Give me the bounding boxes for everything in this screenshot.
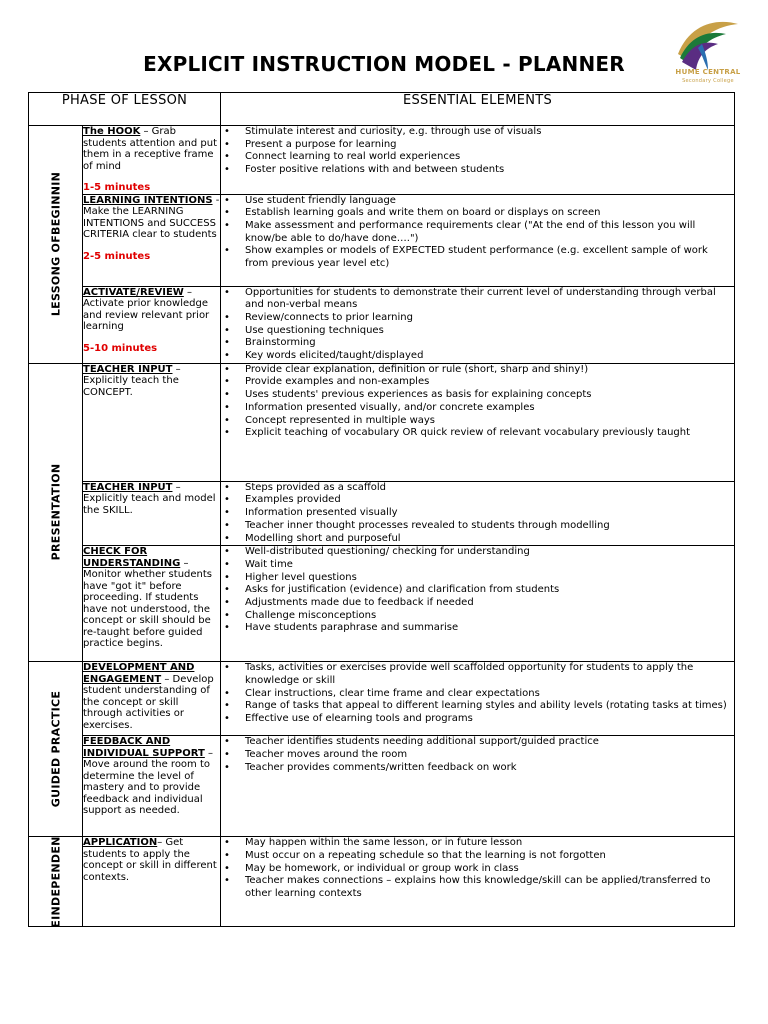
list-item: • May be homework, or individual or group work in class: [221, 863, 734, 876]
list-item: • Provide clear explanation, definition or rule (short, sharp and shiny!): [221, 364, 734, 377]
table-row: [29, 194, 735, 286]
list-item: • Teacher identifies students needing additional support/guided practice: [221, 736, 734, 749]
phase-cell: [83, 837, 221, 927]
list-item: • Opportunities for students to demonstrate their current level of understanding through verbal and non-verbal means: [221, 287, 734, 312]
elements-list: [221, 287, 734, 363]
list-item: • Examples provided: [221, 494, 734, 507]
elements-cell: [221, 736, 735, 837]
list-item: • Information presented visually: [221, 507, 734, 520]
table-row: [29, 286, 735, 363]
list-item: • Higher level questions: [221, 572, 734, 585]
table-row: [29, 481, 735, 546]
list-item: • Modelling short and purposeful: [221, 533, 734, 546]
list-item: • Adjustments made due to feedback if needed: [221, 597, 734, 610]
header-row: [29, 93, 735, 126]
list-item: • Teacher moves around the room: [221, 749, 734, 762]
list-item: • Foster positive relations with and between students: [221, 164, 734, 177]
list-item: • Asks for justification (evidence) and clarification from students: [221, 584, 734, 597]
planner-table: [28, 92, 735, 927]
elements-cell: [221, 363, 735, 481]
elements-list: [221, 364, 734, 440]
section-presentation: [29, 363, 83, 662]
list-item: • Uses students' previous experiences as basis for explaining concepts: [221, 389, 734, 402]
elements-list: [221, 482, 734, 546]
list-item: • May happen within the same lesson, or in future lesson: [221, 837, 734, 850]
list-item: • Key words elicited/taught/displayed: [221, 350, 734, 363]
elements-list: [221, 126, 734, 177]
phase-description: – Move around the room to determine the level of mastery and to provide feedback and individual support as needed.: [83, 747, 214, 817]
list-item: • Well-distributed questioning/ checking for understanding: [221, 546, 734, 559]
list-item: • Use questioning techniques: [221, 325, 734, 338]
list-item: • Effective use of elearning tools and programs: [221, 713, 734, 726]
list-item: • Brainstorming: [221, 337, 734, 350]
list-item: • Challenge misconceptions: [221, 610, 734, 623]
table-row: [29, 736, 735, 837]
table-row: [29, 126, 735, 195]
phase-name: TEACHER INPUT: [83, 363, 173, 375]
phase-cell: [83, 736, 221, 837]
elements-list: [221, 546, 734, 635]
list-item: • Steps provided as a scaffold: [221, 482, 734, 495]
logo-text: HUME CENTRAL: [675, 68, 741, 76]
phase-name: TEACHER INPUT: [83, 481, 173, 493]
phase-time: 1-5 minutes: [83, 182, 151, 193]
section-label: LESSONG OFBEGINNIN: [49, 172, 62, 317]
list-item: • Tasks, activities or exercises provide well scaffolded opportunity for students to apply the knowledge or skill: [221, 662, 734, 687]
elements-list: [221, 662, 734, 726]
phase-header: PHASE OF LESSON: [29, 93, 221, 126]
phase-name: LEARNING INTENTIONS: [83, 194, 213, 206]
list-item: • Make assessment and performance requirements clear ("At the end of this lesson you will know/be able to do/have done…."): [221, 220, 734, 245]
phase-name: The HOOK: [83, 126, 141, 137]
elements-cell: [221, 286, 735, 363]
list-item: • Connect learning to real world experiences: [221, 151, 734, 164]
list-item: • Have students paraphrase and summarise: [221, 622, 734, 635]
table-row: [29, 837, 735, 927]
phase-cell: [83, 363, 221, 481]
phase-cell: [83, 126, 221, 195]
elements-cell: [221, 546, 735, 662]
phase-description: – Explicitly teach the CONCEPT.: [83, 363, 181, 398]
elements-list: [221, 837, 734, 901]
list-item: • Stimulate interest and curiosity, e.g. through use of visuals: [221, 126, 734, 139]
section-label: EINDEPENDEN: [49, 836, 62, 928]
phase-cell: [83, 546, 221, 662]
section-independent: [29, 837, 83, 927]
section-label: PRESENTATION: [49, 464, 62, 561]
phase-cell: [83, 662, 221, 736]
phase-description: – Get students to apply the concept or skill in different contexts.: [83, 837, 217, 883]
elements-cell: [221, 481, 735, 546]
phase-name: ACTIVATE/REVIEW: [83, 286, 184, 298]
phase-time: 5-10 minutes: [83, 342, 158, 354]
phase-cell: [83, 481, 221, 546]
section-beginning: [29, 126, 83, 364]
phase-description: – Monitor whether students have "got it" before proceeding. If students have not understood, the concept or skill should be re-taught before guided practice begins.: [83, 557, 212, 650]
list-item: • Clear instructions, clear time frame and clear expectations: [221, 688, 734, 701]
list-item: • Concept represented in multiple ways: [221, 415, 734, 428]
phase-name: CHECK FOR UNDERSTANDING: [83, 546, 181, 569]
phase-name: FEEDBACK AND INDIVIDUAL SUPPORT: [83, 736, 205, 759]
phase-description: – Explicitly teach and model the SKILL.: [83, 481, 216, 516]
list-item: • Information presented visually, and/or concrete examples: [221, 402, 734, 415]
list-item: • Explicit teaching of vocabulary OR quick review of relevant vocabulary previously taught: [221, 427, 734, 440]
elements-cell: [221, 194, 735, 286]
phase-description: - Make the LEARNING INTENTIONS and SUCCESS CRITERIA clear to students: [83, 194, 220, 240]
table-row: [29, 662, 735, 736]
page-title: EXPLICIT INSTRUCTION MODEL - PLANNER: [143, 52, 625, 76]
phase-description: – Activate prior knowledge and review relevant prior learning: [83, 286, 210, 332]
school-logo-icon: [668, 14, 748, 88]
phase-name: APPLICATION: [83, 837, 158, 849]
list-item: • Present a purpose for learning: [221, 139, 734, 152]
phase-description: – Develop student understanding of the concept or skill through activities or exercises.: [83, 673, 214, 731]
phase-cell: [83, 194, 221, 286]
logo-subtext: Secondary College: [682, 78, 734, 84]
section-label: GUIDED PRACTICE: [49, 691, 62, 808]
list-item: • Provide examples and non-examples: [221, 376, 734, 389]
phase-name: DEVELOPMENT AND ENGAGEMENT: [83, 662, 195, 685]
list-item: • Wait time: [221, 559, 734, 572]
list-item: • Show examples or models of EXPECTED student performance (e.g. excellent sample of work from previous year level etc): [221, 245, 734, 270]
elements-cell: [221, 837, 735, 927]
list-item: • Range of tasks that appeal to different learning styles and ability levels (rotating tasks at times): [221, 700, 734, 713]
list-item: • Teacher inner thought processes revealed to students through modelling: [221, 520, 734, 533]
list-item: • Must occur on a repeating schedule so that the learning is not forgotten: [221, 850, 734, 863]
elements-cell: [221, 126, 735, 195]
list-item: • Use student friendly language: [221, 195, 734, 208]
phase-cell: [83, 286, 221, 363]
elements-cell: [221, 662, 735, 736]
list-item: • Teacher provides comments/written feedback on work: [221, 762, 734, 775]
section-guided-practice: [29, 662, 83, 837]
elements-list: [221, 195, 734, 271]
phase-description: – Grab students attention and put them in a receptive frame of mind: [83, 126, 218, 172]
phase-time: 2-5 minutes: [83, 250, 151, 262]
list-item: • Review/connects to prior learning: [221, 312, 734, 325]
elements-header: ESSENTIAL ELEMENTS: [221, 93, 735, 126]
table-row: [29, 363, 735, 481]
table-row: [29, 546, 735, 662]
elements-list: [221, 736, 734, 774]
list-item: • Establish learning goals and write them on board or displays on screen: [221, 207, 734, 220]
list-item: • Teacher makes connections – explains how this knowledge/skill can be applied/transferred to other learning contexts: [221, 875, 734, 900]
